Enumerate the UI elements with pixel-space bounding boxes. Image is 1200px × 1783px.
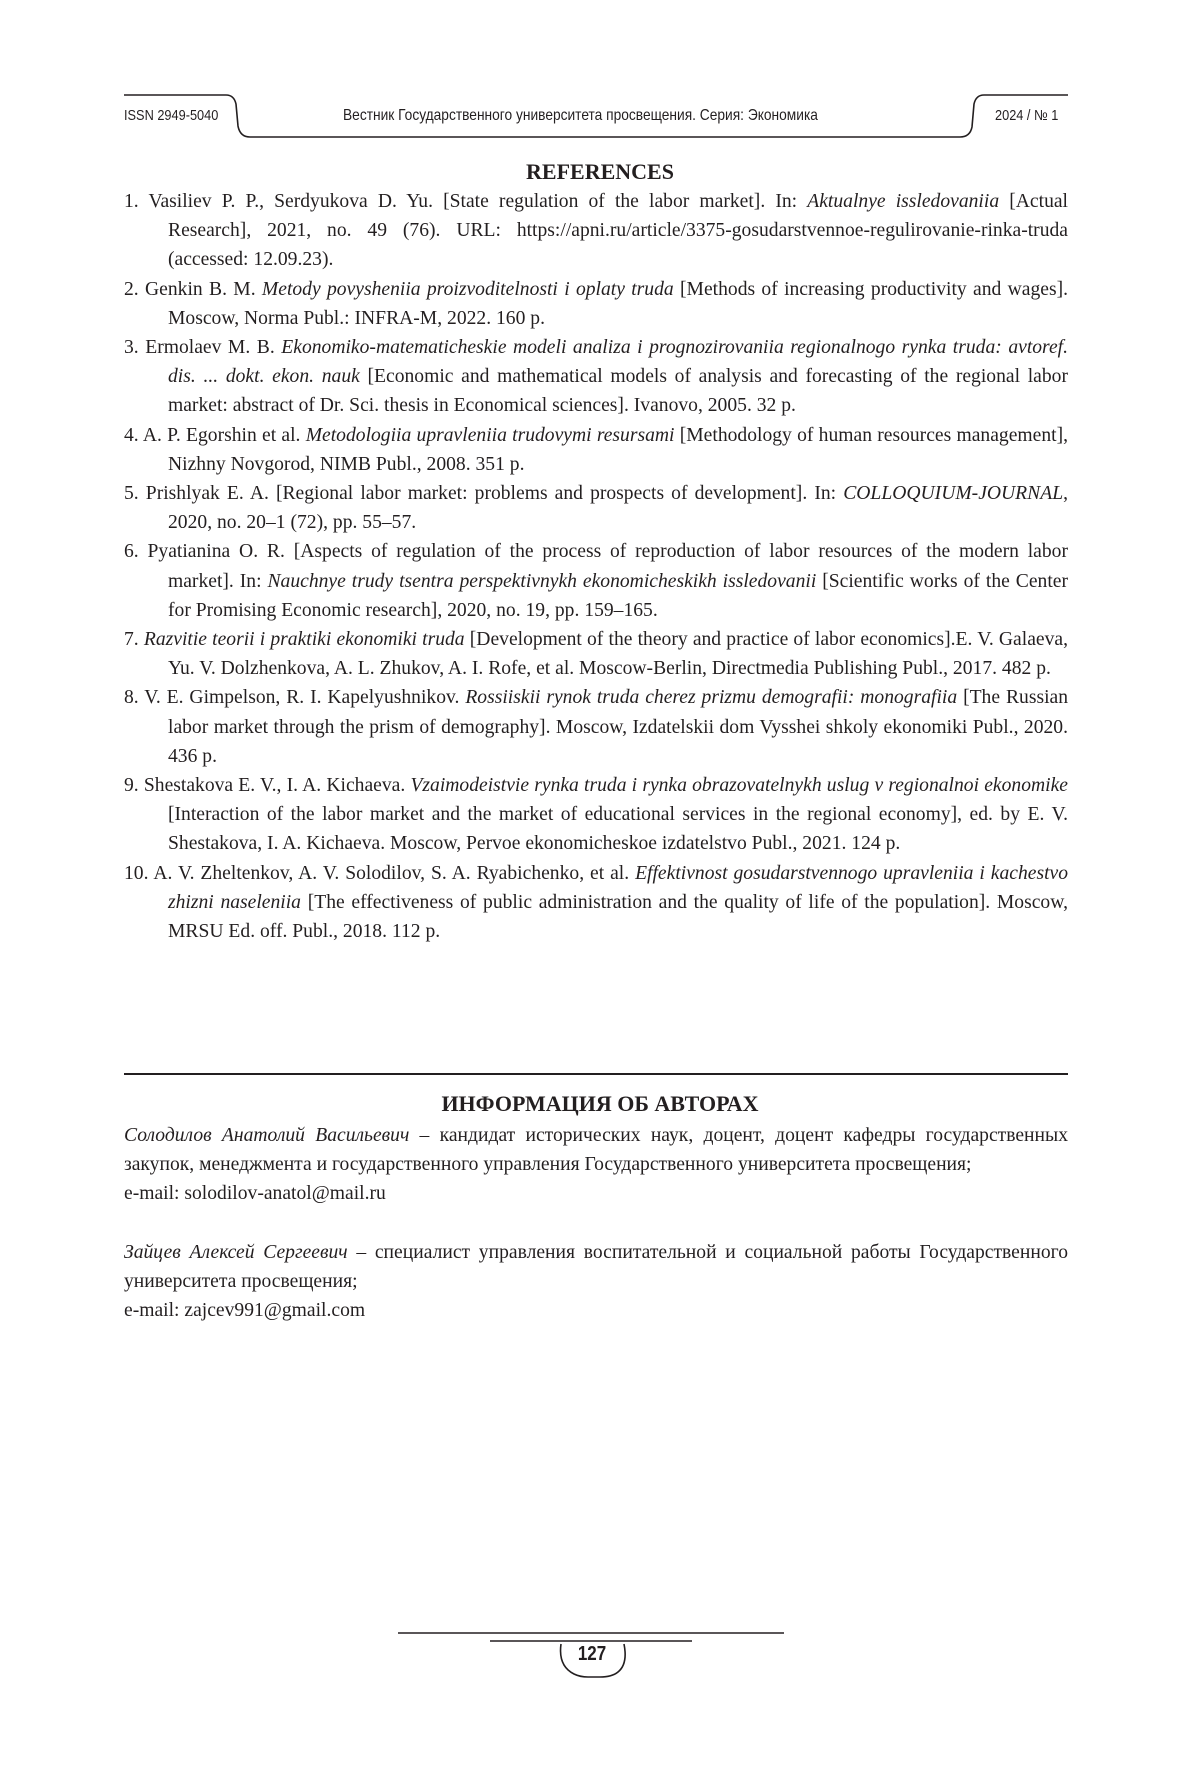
section-divider	[124, 1073, 1068, 1075]
reference-item: 1. Vasiliev P. P., Serdyukova D. Yu. [State regulation of the labor market]. In: Aktualnye issledovaniia [Actual Research], 2021, no. 49 (76). URL: https://apni.ru/article/3375-gosudarstvennoe-regulirovanie-rinka-truda (accessed: 12.09.23).	[124, 187, 1068, 275]
reference-item: 8. V. E. Gimpelson, R. I. Kapelyushnikov. Rossiiskii rynok truda cherez prizmu demografii: monografiia [The Russian labor market through the prism of demography]. Moscow, Izdatelskii dom Vysshei shkoly ekonomiki Publ., 2020. 436 p.	[124, 683, 1068, 771]
author-email: e-mail: solodilov-anatol@mail.ru	[124, 1179, 1068, 1208]
author-name: Зайцев Алексей Сергеевич	[124, 1242, 348, 1263]
reference-item: 6. Pyatianina O. R. [Aspects of regulation of the process of reproduction of labor resources of the modern labor market]. In: Nauchnye trudy tsentra perspektivnykh ekonomicheskikh issledovanii [Scientific works of the Center for Promising Economic research], 2020, no. 19, pp. 159–165.	[124, 537, 1068, 625]
author-description: Зайцев Алексей Сергеевич – специалист управления воспитательной и социальной работы Государственного университета просвещения;	[124, 1238, 1068, 1296]
issn-label: ISSN 2949-5040	[124, 108, 218, 124]
reference-item: 10. A. V. Zheltenkov, A. V. Solodilov, S. A. Ryabichenko, et al. Effektivnost gosudarstvennogo upravleniia i kachestvo zhizni naseleniia [The effectiveness of public administration and the quality of life of the population]. Moscow, MRSU Ed. off. Publ., 2018. 112 p.	[124, 859, 1068, 947]
reference-item: 4. A. P. Egorshin et al. Metodologiia upravleniia trudovymi resursami [Methodology of human resources management], Nizhny Novgorod, NIMB Publ., 2008. 351 p.	[124, 421, 1068, 479]
reference-item: 2. Genkin B. M. Metody povysheniia proizvoditelnosti i oplaty truda [Methods of increasing productivity and wages]. Moscow, Norma Publ.: INFRA-M, 2022. 160 p.	[124, 275, 1068, 333]
authors-info	[124, 1121, 1068, 1325]
page-number: 127	[565, 1643, 619, 1666]
issue-label: 2024 / № 1	[995, 108, 1058, 124]
reference-item: 3. Ermolaev M. B. Ekonomiko-matematicheskie modeli analiza i prognozirovaniia regionalnogo rynka truda: avtoref. dis. ... dokt. ekon. nauk [Economic and mathematical models of analysis and forecasting of the regional labor market: abstract of Dr. Sci. thesis in Economical sciences]. Ivanovo, 2005. 32 p.	[124, 333, 1068, 421]
author-email: e-mail: zajcev991@gmail.com	[124, 1296, 1068, 1325]
authors-heading: ИНФОРМАЦИЯ ОБ АВТОРАХ	[0, 1091, 1200, 1117]
reference-item: 5. Prishlyak E. A. [Regional labor market: problems and prospects of development]. In: COLLOQUIUM-JOURNAL, 2020, no. 20–1 (72), pp. 55–57.	[124, 479, 1068, 537]
reference-item: 9. Shestakova E. V., I. A. Kichaeva. Vzaimodeistvie rynka truda i rynka obrazovatelnykh uslug v regionalnoi ekonomike [Interaction of the labor market and the market of educational services in the regional economy], ed. by E. V. Shestakova, I. A. Kichaeva. Moscow, Pervoe ekonomicheskoe izdatelstvo Publ., 2021. 124 p.	[124, 771, 1068, 859]
references-heading: REFERENCES	[0, 159, 1200, 185]
journal-title: Вестник Государственного университета просвещения. Серия: Экономика	[343, 107, 818, 125]
reference-item: 7. Razvitie teorii i praktiki ekonomiki truda [Development of the theory and practice of labor economics].E. V. Galaeva, Yu. V. Dolzhenkova, A. L. Zhukov, A. I. Rofe, et al. Moscow-Berlin, Directmedia Publishing Publ., 2017. 482 p.	[124, 625, 1068, 683]
document-page	[0, 0, 1200, 1783]
author-description: Солодилов Анатолий Васильевич – кандидат исторических наук, доцент, доцент кафедры государственных закупок, менеджмента и государственного управления Государственного университета просвещения;	[124, 1121, 1068, 1179]
author-name: Солодилов Анатолий Васильевич	[124, 1125, 409, 1146]
header-frame	[0, 0, 1200, 160]
references-list	[124, 187, 1068, 946]
